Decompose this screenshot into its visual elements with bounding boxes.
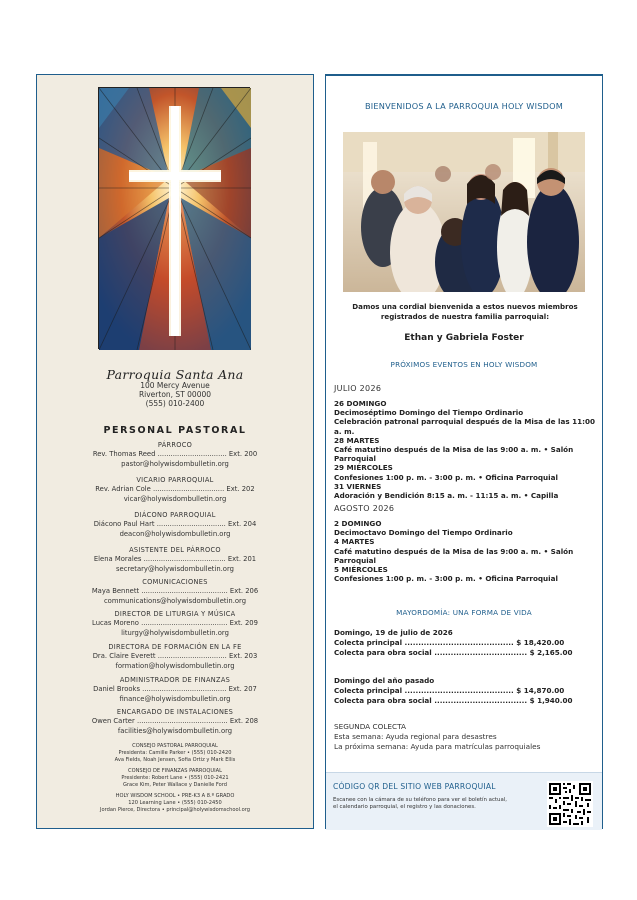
staff-email[interactable]: facilities@holywisdombulletin.org (117, 726, 233, 735)
social-collection: Colecta para obra social .................................. $ 1,940.00 (334, 696, 573, 705)
staff-entry (37, 642, 313, 671)
qr-title: CÓDIGO QR DEL SITIO WEB PARROQUIAL (333, 782, 496, 791)
stewardship-title: MAYORDOMÍA: UNA FORMA DE VIDA (396, 608, 532, 617)
staff-entry (37, 475, 313, 504)
left-panel (36, 74, 314, 829)
parish-community-photo (343, 132, 585, 292)
staff-email[interactable]: secretary@holywisdombulletin.org (116, 564, 234, 573)
event-date: 31 VIERNES (334, 481, 382, 491)
august-events (334, 519, 596, 583)
staff-role: PÁRROCO (157, 441, 193, 449)
staff-name: Diácono Paul Hart ................................ Ext. 204 (93, 520, 257, 528)
stewardship-heading: Domingo del año pasado (334, 676, 435, 685)
events-title: PRÓXIMOS EVENTOS EN HOLY WISDOM (390, 360, 538, 369)
parish-address-city: Riverton, ST 00000 (138, 390, 212, 399)
school-principal: Jordan Pierce, Directora • principal@holywisdomschool.org (100, 807, 250, 813)
council-title: CONSEJO DE FINANZAS PARROQUIAL (128, 768, 222, 774)
finance-council (37, 768, 313, 789)
parish-name: Parroquia Santa Ana (106, 367, 244, 382)
staff-name: Maya Bennett ........................................ Ext. 206 (91, 587, 259, 595)
pastoral-council (37, 743, 313, 764)
council-president: Presidente: Robert Lane • (555) 010-2421 (121, 775, 229, 781)
qr-section (326, 772, 602, 830)
staff-entry (37, 510, 313, 539)
event-date: 28 MARTES (334, 435, 380, 445)
social-collection: Colecta para obra social .................................. $ 2,165.00 (334, 648, 573, 657)
council-title: CONSEJO PASTORAL PARROQUIAL (132, 743, 218, 749)
event-line: Confesiones 1:00 p. m. - 3:00 p. m. • Oficina Parroquial (334, 574, 558, 584)
staff-entry (37, 440, 313, 469)
qr-code-graphic (547, 781, 593, 827)
event-date: 26 DOMINGO (334, 399, 387, 408)
staff-entry (37, 577, 313, 606)
staff-role: DIRECTORA DE FORMACIÓN EN LA FE (108, 643, 242, 651)
month-heading: AGOSTO 2026 (334, 504, 395, 513)
event-date: 29 MIÉRCOLES (334, 463, 393, 473)
staff-name: Daniel Brooks ....................................... Ext. 207 (93, 685, 257, 693)
welcome-title: BIENVENIDOS A LA PARROQUIA HOLY WISDOM (364, 101, 564, 111)
staff-email[interactable]: deacon@holywisdombulletin.org (119, 529, 231, 538)
council-members: Grace Kim, Peter Wallace y Danielle Ford (122, 782, 228, 788)
staff-name: Rev. Thomas Reed ................................ Ext. 200 (92, 450, 258, 458)
july-events (334, 399, 596, 500)
staff-role: COMUNICACIONES (142, 578, 208, 586)
council-members: Ava Fields, Noah Jensen, Sofia Ortiz y Mark Ellis (114, 757, 236, 763)
staff-name: Lucas Moreno ........................................ Ext. 209 (92, 619, 258, 627)
event-line: Confesiones 1:00 p. m. - 3:00 p. m. • Oficina Parroquial (334, 472, 558, 482)
welcome-message: Damos una cordial bienvenida a estos nuevos miembros registrados de nuestra familia parroquial: (352, 302, 578, 321)
staff-entry (37, 545, 313, 574)
main-collection: Colecta principal ........................................ $ 14,870.00 (334, 686, 565, 695)
stained-glass-cross-image (98, 87, 250, 349)
second-collection-next-week: La próxima semana: Ayuda para matrículas parroquiales (334, 742, 541, 751)
staff-entry (37, 609, 313, 638)
qr-code-icon[interactable] (547, 781, 593, 827)
event-line: Café matutino después de la Misa de las 9:00 a. m. • Salón Parroquial (334, 445, 574, 464)
staff-name: Dra. Claire Everett ................................ Ext. 203 (92, 652, 258, 660)
new-family-name: Ethan y Gabriela Foster (404, 333, 524, 343)
qr-text-line: el calendario parroquial, el registro y las donaciones. (333, 804, 476, 811)
staff-email[interactable]: finance@holywisdombulletin.org (119, 694, 231, 703)
event-line: Café matutino después de la Misa de las 9:00 a. m. • Salón Parroquial (334, 546, 574, 565)
parish-address-street: 100 Mercy Avenue (140, 381, 210, 390)
month-heading: JULIO 2026 (334, 384, 382, 393)
staff-email[interactable]: liturgy@holywisdombulletin.org (121, 628, 229, 637)
council-president: Presidenta: Camille Parker • (555) 010-2420 (118, 750, 232, 756)
staff-email[interactable]: vicar@holywisdombulletin.org (123, 494, 227, 503)
second-collection (334, 722, 540, 752)
stewardship-current (334, 628, 596, 658)
staff-role: DIÁCONO PARROQUIAL (134, 511, 216, 519)
staff-role: ASISTENTE DEL PÁRROCO (129, 546, 221, 554)
community-photo-art (343, 132, 585, 292)
right-panel (325, 74, 603, 829)
event-date: 5 MIÉRCOLES (334, 565, 388, 575)
parish-phone: (555) 010-2400 (145, 399, 205, 408)
second-collection-this-week: Esta semana: Ayuda regional para desastres (334, 732, 497, 741)
qr-instructions (333, 797, 523, 812)
staff-name: Owen Carter .......................................... Ext. 208 (91, 717, 259, 725)
event-line: Celebración patronal parroquial después de la Misa de las 11:00 a. m. (334, 417, 596, 436)
staff-heading: PERSONAL PASTORAL (103, 425, 247, 436)
staff-email[interactable]: pastor@holywisdombulletin.org (121, 459, 229, 468)
stewardship-last-year (334, 676, 596, 706)
staff-email[interactable]: formation@holywisdombulletin.org (115, 661, 235, 670)
event-line: Decimoséptimo Domingo del Tiempo Ordinario (334, 408, 524, 418)
stewardship-heading: Domingo, 19 de julio de 2026 (334, 628, 453, 637)
staff-entry (37, 675, 313, 704)
staff-email[interactable]: communications@holywisdombulletin.org (103, 596, 247, 605)
event-line: Adoración y Bendición 8:15 a. m. - 11:15 a. m. • Capilla (334, 491, 559, 501)
qr-text-line: Escanee con la cámara de su teléfono para ver el boletín actual, (333, 797, 507, 803)
staff-role: ENCARGADO DE INSTALACIONES (116, 708, 234, 716)
school-title: HOLY WISDOM SCHOOL • PRE-K3 A 8.º GRADO (115, 793, 235, 799)
school-address: 120 Learning Lane • (555) 010-2450 (128, 800, 222, 806)
staff-role: ADMINISTRADOR DE FINANZAS (119, 676, 231, 684)
staff-role: DIRECTOR DE LITURGIA Y MÚSICA (114, 610, 236, 618)
main-collection: Colecta principal ........................................ $ 18,420.00 (334, 638, 565, 647)
school-info (37, 793, 313, 814)
second-collection-title: SEGUNDA COLECTA (334, 722, 406, 731)
event-date: 2 DOMINGO (334, 519, 382, 528)
event-line: Decimoctavo Domingo del Tiempo Ordinario (334, 528, 513, 538)
stained-glass-art (99, 88, 251, 350)
staff-role: VICARIO PARROQUIAL (136, 476, 214, 484)
staff-name: Rev. Adrian Cole ................................. Ext. 202 (95, 485, 255, 493)
staff-name: Elena Morales ...................................... Ext. 201 (93, 555, 257, 563)
event-date: 4 MARTES (334, 537, 375, 547)
staff-entry (37, 707, 313, 736)
